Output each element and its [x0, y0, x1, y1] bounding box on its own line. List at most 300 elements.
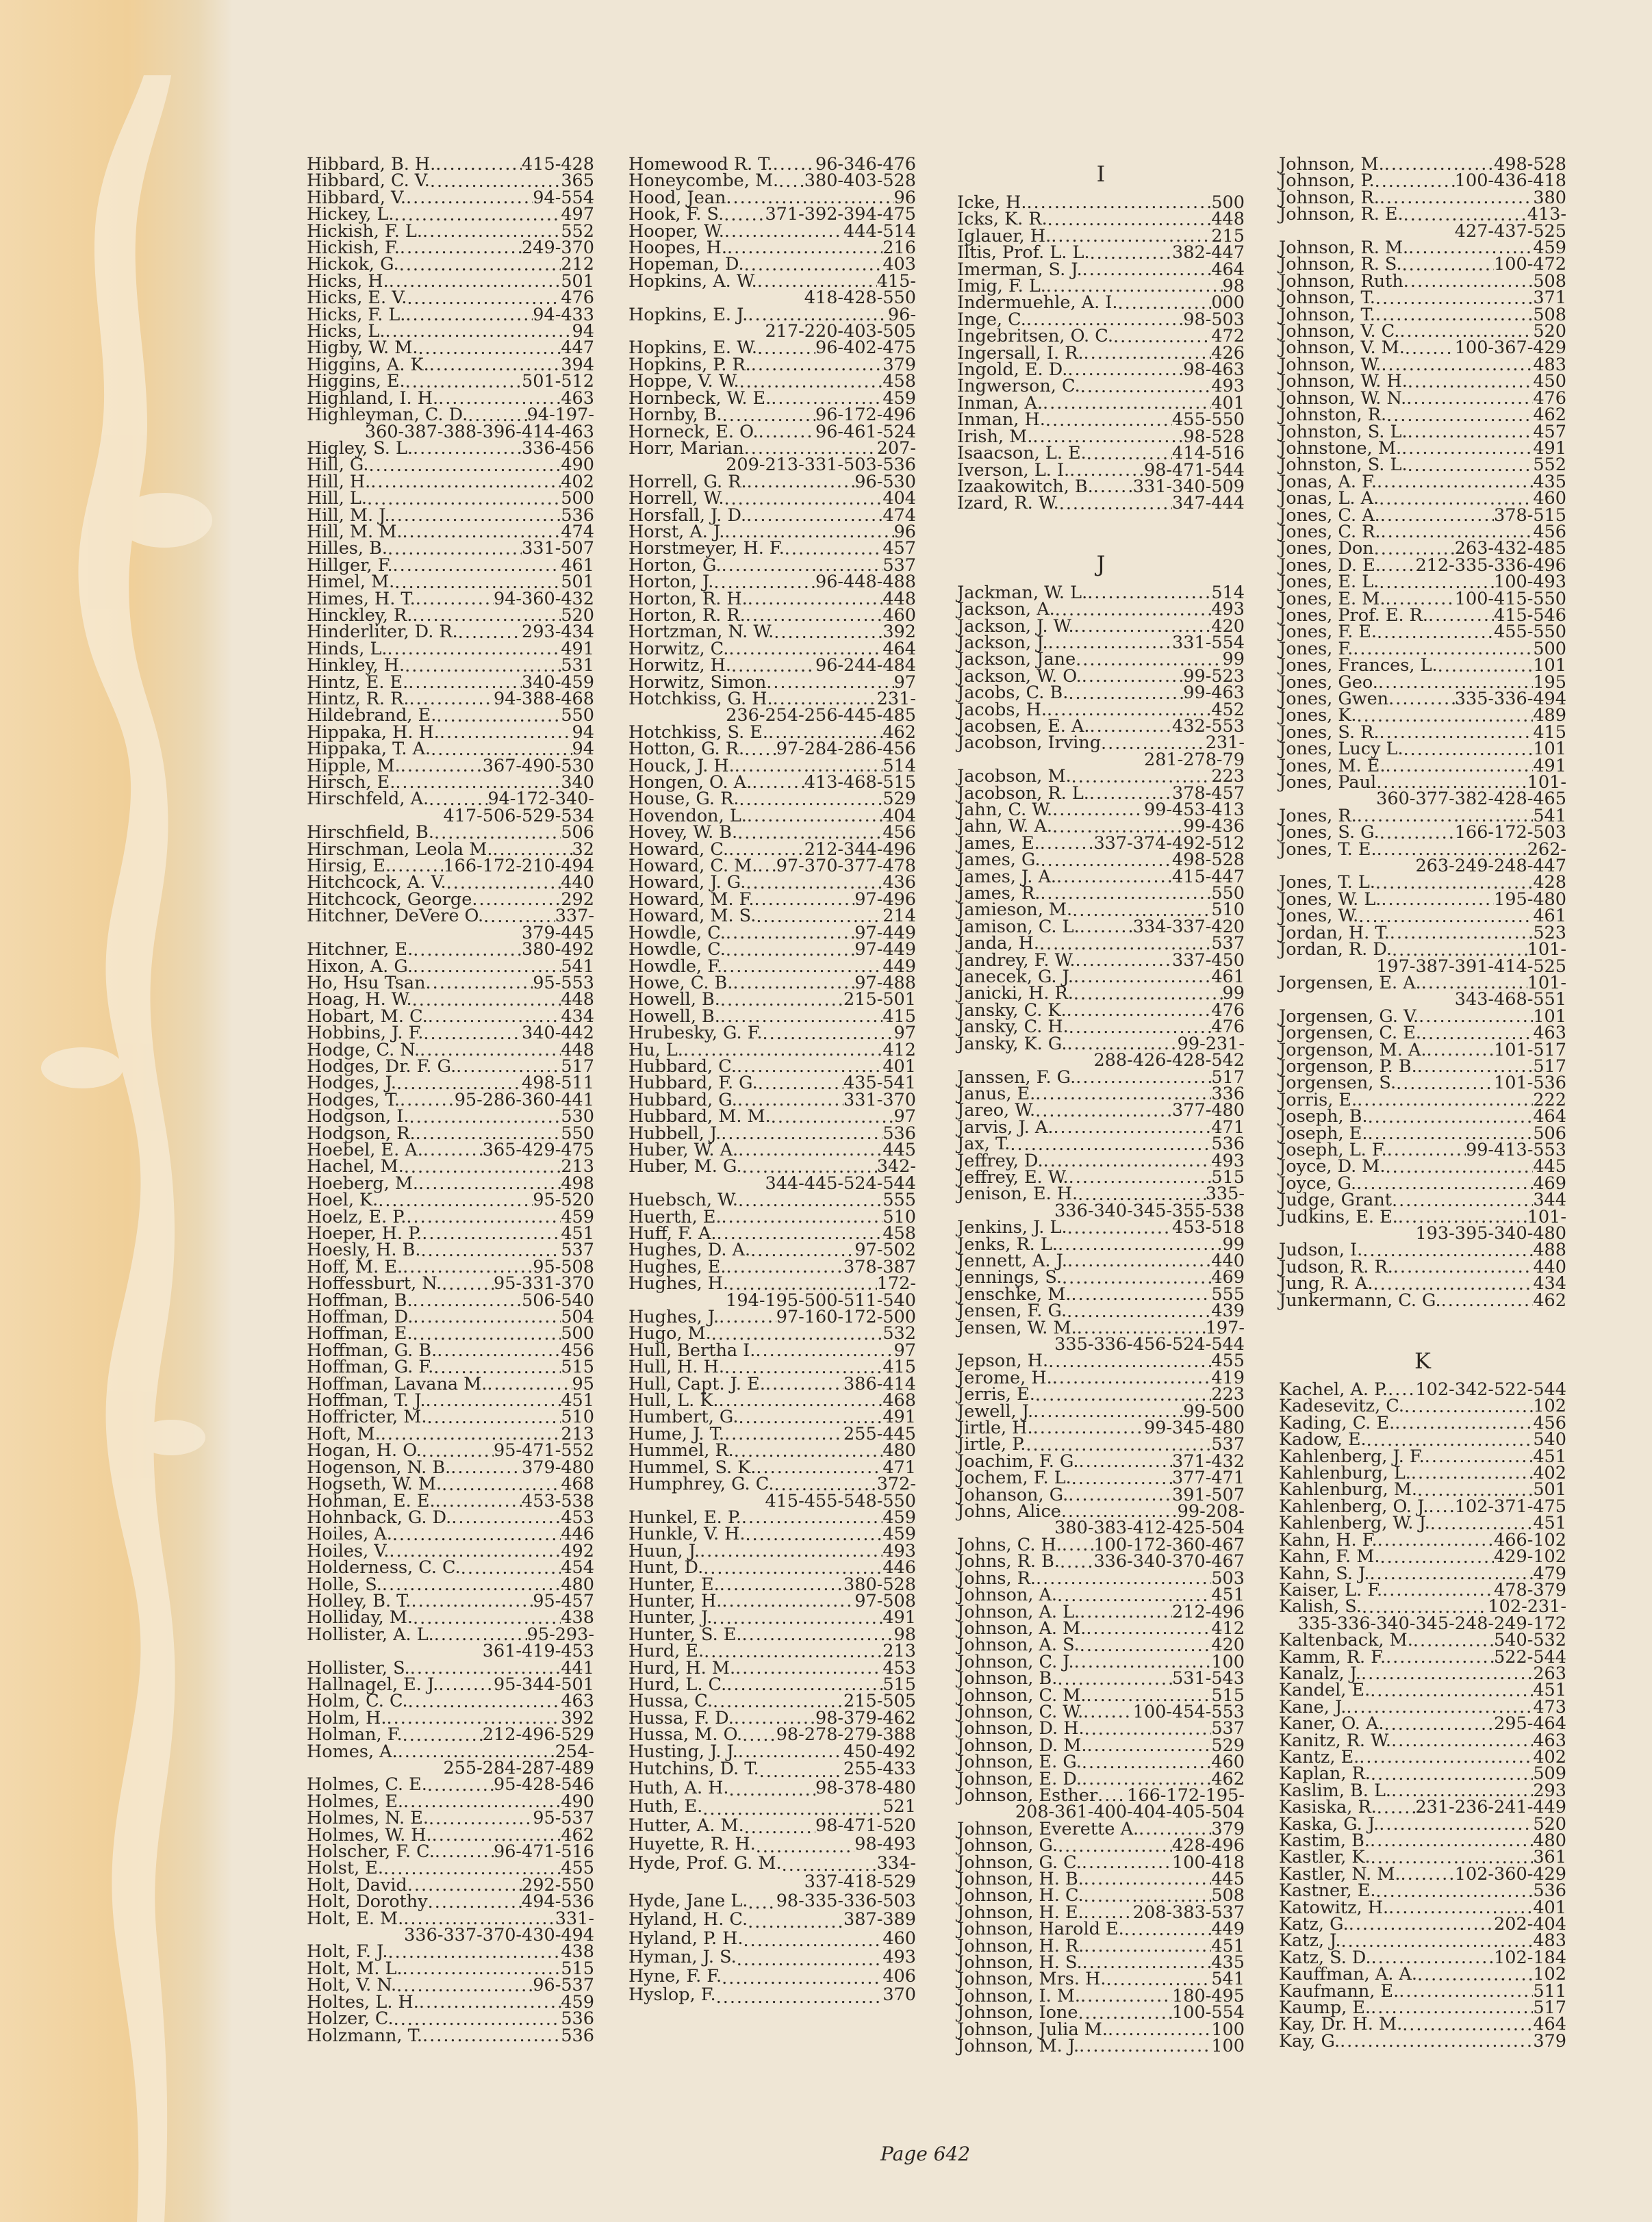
dot-leader [403, 1727, 483, 1744]
dot-leader [419, 1994, 561, 2010]
entry-pages: 99-463 [1183, 682, 1245, 704]
entry-pages: 515 [1211, 1685, 1245, 1706]
dot-leader [1340, 2033, 1533, 2049]
entry-pages: 97-370-377-478 [776, 856, 916, 877]
entry-pages: 102 [1533, 1396, 1566, 1417]
entry-name: Holmes, C. E. [307, 1774, 427, 1796]
entry-name: Hollister, A. L. [307, 1624, 434, 1645]
entry-name: Kane, J. [1279, 1696, 1347, 1717]
entry-name: Johnson, G. [957, 1835, 1058, 1856]
entry-name: Hubbard, G. [628, 1089, 737, 1110]
entry-name: Higgins, A. K. [307, 354, 429, 375]
entry-name: Jorgensen, E. A. [1279, 972, 1421, 993]
entry-pages: 101- [1527, 1206, 1566, 1227]
entry-pages: 96-172-496 [815, 405, 916, 426]
dot-leader [746, 1527, 883, 1543]
entry-name: Hongen, O. A. [628, 772, 752, 793]
entry-name: Hinckley, R. [307, 604, 413, 626]
entry-pages: 458 [882, 1223, 916, 1244]
entry-name: Junkermann, C. G. [1279, 1290, 1441, 1311]
entry-pages: 536 [1211, 1134, 1245, 1155]
dot-leader [1380, 1549, 1494, 1566]
dot-leader [1053, 1119, 1211, 1136]
entry-name: Jones, D. E. [1279, 554, 1381, 576]
entry-pages: 94-433 [533, 304, 594, 325]
entry-name: Hoebel, E. A. [307, 1139, 423, 1160]
entry-name: James, G. [957, 850, 1041, 871]
dot-leader [487, 1376, 572, 1392]
entry-name: Jenks, R. L. [957, 1234, 1058, 1255]
page-number: Page 642 [880, 2143, 971, 2165]
entry-name: Inman, A. [957, 392, 1043, 413]
entry-pages: 254- [555, 1741, 594, 1762]
dot-leader [1068, 1487, 1172, 1503]
entry-name: Horst, A. J. [628, 521, 725, 542]
entry-pages: 386-414 [843, 1373, 916, 1394]
dot-leader [1084, 1938, 1211, 1954]
dot-leader [422, 2028, 561, 2044]
dot-leader [1371, 1766, 1533, 1783]
dot-leader [737, 1951, 883, 1967]
entry-name: Holm, C. C. [307, 1691, 408, 1712]
entry-name: Horstmeyer, H. F. [628, 538, 785, 559]
entry-pages: 439 [1211, 1301, 1245, 1322]
entry-pages: 99 [1222, 1234, 1245, 1255]
dot-leader [390, 507, 561, 524]
entry-pages: 97 [893, 1023, 916, 1044]
entry-pages: 463 [1533, 1730, 1566, 1751]
dot-leader [442, 1477, 561, 1493]
entry-name: Hurd, E. [628, 1641, 704, 1662]
entry-name: Johnson, C. J. [957, 1651, 1074, 1672]
dot-leader [418, 340, 561, 357]
entry-name: Jorgensen, S. [1279, 1073, 1397, 1094]
dot-leader [1073, 969, 1211, 985]
entry-pages-continued: 336-340-345-355-538 [1054, 1200, 1245, 1221]
dot-leader [1041, 852, 1172, 869]
dot-leader [1036, 1570, 1211, 1587]
entry-pages: 491 [882, 1407, 916, 1428]
entry-pages: 491 [882, 1607, 916, 1629]
entry-pages: 493 [1211, 376, 1245, 397]
entry-pages: 462 [882, 721, 916, 743]
entry-name: Johnson, Ruth [1279, 270, 1403, 292]
index-entry [1279, 1964, 1566, 1985]
entry-name: Holt, M. L. [307, 1958, 403, 1979]
entry-pages: 449 [882, 956, 916, 977]
index-entry [307, 1557, 594, 1579]
entry-name: Joyce, D. M. [1279, 1156, 1386, 1177]
dot-leader [378, 1192, 533, 1209]
index-entry [307, 1023, 594, 1044]
dot-leader [1076, 1069, 1211, 1086]
entry-name: Kahlenberg, O. J. [1279, 1496, 1429, 1517]
dot-leader [394, 574, 561, 591]
entry-name: Jacobson, R. L. [957, 782, 1089, 804]
entry-pages: 292-550 [522, 1874, 594, 1895]
entry-name: Hodge, C. N. [307, 1039, 420, 1060]
dot-leader [1058, 1236, 1223, 1253]
entry-pages: 501-512 [522, 371, 594, 392]
dot-leader [413, 942, 522, 958]
index-entry [628, 824, 916, 841]
entry-name: Johnson, M. J. [957, 2036, 1080, 2057]
entry-name: Jarvis, J. A. [957, 1116, 1054, 1138]
entry-name: Kaiser, L. F. [1279, 1579, 1383, 1600]
entry-pages: 515 [561, 1357, 594, 1378]
entry-pages-continued: 208-361-400-404-405-504 [1015, 1802, 1245, 1823]
entry-name: Hicks, L. [307, 321, 385, 342]
index-entry [1279, 1190, 1566, 1211]
entry-name: Jones, S. R. [1279, 721, 1380, 743]
entry-pages-continued: 361-419-453 [482, 1641, 594, 1662]
entry-name: Hood, Jean [628, 187, 726, 208]
entry-pages: 295-464 [1494, 1713, 1566, 1735]
entry-pages: 331-370 [843, 1089, 916, 1110]
entry-name: Kandel, E. [1279, 1680, 1371, 1701]
entry-pages: 98-493 [854, 1834, 916, 1854]
entry-pages: 335- [1205, 1184, 1245, 1205]
dot-leader [1390, 925, 1534, 941]
entry-pages: 172- [876, 1273, 916, 1294]
entry-name: Johanson, G. [957, 1484, 1069, 1505]
entry-name: Joseph, E. [1279, 1123, 1368, 1144]
entry-pages: 537 [1211, 1718, 1245, 1739]
entry-name: Izard, R. W. [957, 493, 1059, 514]
index-entry [628, 1817, 916, 1836]
entry-pages: 537 [882, 554, 916, 576]
entry-pages: 463 [1533, 1023, 1566, 1044]
dot-leader [724, 1426, 843, 1442]
entry-name: Katowitz, H. [1279, 1897, 1389, 1918]
entry-name: Joyce, G. [1279, 1173, 1357, 1194]
entry-name: Johns, R. B. [957, 1551, 1060, 1572]
entry-name: Hoffessburt, N. [307, 1273, 442, 1294]
dot-leader [1380, 507, 1494, 524]
entry-name: Hodges, T. [307, 1089, 400, 1110]
dot-leader [774, 1477, 876, 1493]
dot-leader [755, 1342, 893, 1359]
entry-pages: 445 [1211, 1869, 1245, 1889]
dot-leader [1052, 1370, 1212, 1386]
dot-leader [1057, 1587, 1211, 1604]
index-entry [628, 1724, 916, 1746]
index-entry [628, 739, 916, 760]
entry-name: Jones, Lucy L. [1279, 739, 1403, 760]
entry-name: Holzer, C. [307, 2008, 394, 2030]
entry-pages: 476 [561, 288, 594, 309]
dot-leader [1379, 1816, 1533, 1832]
entry-pages: 95-537 [533, 1808, 594, 1829]
entry-name: Jorgensen, C. E. [1279, 1023, 1421, 1044]
entry-name: Hickok, G. [307, 254, 399, 275]
entry-name: Hughes, E. [628, 1256, 726, 1277]
dot-leader [458, 624, 522, 641]
entry-pages: 102-342-522-544 [1415, 1379, 1566, 1401]
entry-name: Hoffricter, M. [307, 1407, 427, 1428]
entry-pages: 459 [561, 1206, 594, 1227]
entry-pages: 195 [1533, 672, 1566, 693]
entry-pages: 529 [1211, 1735, 1245, 1756]
entry-pages: 458 [882, 371, 916, 392]
entry-pages: 100-493 [1494, 572, 1566, 593]
index-entry [628, 405, 916, 426]
entry-pages: 536 [882, 1123, 916, 1144]
entry-pages: 96-244-484 [815, 655, 916, 676]
entry-pages: 202-404 [1494, 1914, 1566, 1935]
entry-name: Hurd, H. M. [628, 1657, 736, 1678]
entry-pages: 207- [876, 437, 916, 459]
entry-pages: 99-345-480 [1143, 1418, 1245, 1439]
dot-leader [401, 758, 483, 774]
dot-leader [392, 1527, 561, 1543]
entry-name: Jones, W. L. [1279, 889, 1382, 910]
entry-pages: 464 [1533, 1106, 1566, 1127]
dot-leader [468, 407, 526, 424]
entry-name: Katz, S. D. [1279, 1947, 1371, 1968]
entry-name: Higgins, E. [307, 371, 405, 392]
dot-leader [746, 507, 882, 524]
entry-name: Holzmann, T. [307, 2025, 422, 2046]
entry-pages: 213 [882, 1641, 916, 1662]
dot-leader [771, 1109, 894, 1125]
dot-leader [738, 1142, 882, 1158]
entry-name: Kahn, S. J. [1279, 1563, 1370, 1584]
entry-pages: 451 [1211, 1585, 1245, 1606]
dot-leader [426, 975, 533, 991]
dot-leader [1052, 802, 1144, 818]
entry-pages: 377-480 [1172, 1100, 1245, 1121]
entry-pages: 342- [876, 1156, 916, 1177]
entry-name: Kadesevitz, C. [1279, 1396, 1405, 1417]
entry-name: Hummel, R. [628, 1440, 734, 1461]
dot-leader [1379, 574, 1494, 591]
entry-name: Hopkins, A. W. [628, 270, 757, 292]
entry-pages: 460 [882, 1928, 916, 1949]
dot-leader [1425, 1448, 1534, 1465]
entry-name: Jordan, H. T. [1279, 922, 1390, 943]
entry-pages: 459 [882, 387, 916, 409]
entry-name: Johnson, H. B. [957, 1869, 1084, 1889]
entry-pages: 100-418 [1172, 1852, 1245, 1873]
entry-pages: 208-383-537 [1132, 1902, 1245, 1923]
entry-name: Highland, I. H. [307, 387, 439, 409]
dot-leader [399, 257, 561, 273]
entry-pages: 506-540 [522, 1290, 594, 1311]
entry-name: Jacobsen, E. A. [957, 715, 1090, 737]
dot-leader [758, 1075, 843, 1092]
entry-pages: 100-436-418 [1454, 170, 1566, 192]
entry-name: Kastler, K. [1279, 1847, 1371, 1868]
entry-pages: 420 [1211, 1635, 1245, 1656]
dot-leader [1405, 340, 1455, 357]
entry-pages: 331-340-509 [1132, 476, 1245, 497]
entry-pages: 440 [1211, 1250, 1245, 1271]
index-entry [307, 1724, 594, 1746]
decorative-margin-band [0, 0, 233, 2222]
dot-leader [1388, 691, 1455, 707]
entry-pages: 471 [882, 1457, 916, 1478]
entry-pages: 166-172-503 [1454, 822, 1566, 843]
entry-name: Jordan, R. D. [1279, 939, 1392, 960]
dot-leader [1392, 942, 1527, 958]
entry-pages: 448 [561, 989, 594, 1010]
entry-pages: 508 [1533, 270, 1566, 292]
entry-name: Horwitz, Simon [628, 672, 767, 693]
entry-pages: 491 [1533, 437, 1566, 459]
entry-name: Hyman, J. S. [628, 1947, 737, 1967]
dot-leader [405, 307, 533, 323]
entry-name: Kahlenberg, J. F. [1279, 1446, 1425, 1467]
index-entry [957, 1468, 1245, 1489]
index-entry [628, 1835, 916, 1854]
entry-name: Johnson, I. M. [957, 1985, 1080, 2006]
entry-name: Kading, C. E. [1279, 1412, 1395, 1433]
entry-name: Hinderliter, D. R. [307, 622, 458, 643]
entry-name: Huyette, R. H. [628, 1834, 756, 1854]
dot-leader [1428, 607, 1494, 624]
entry-name: Hachel, M. [307, 1156, 404, 1177]
entry-name: Icke, H. [957, 192, 1027, 213]
entry-name: Jacobs, H. [957, 699, 1047, 720]
entry-pages: 401 [1533, 1897, 1566, 1918]
dot-leader [408, 1694, 561, 1710]
dot-leader [721, 1125, 882, 1142]
entry-pages: 94 [572, 721, 594, 743]
entry-pages: 98-503 [1183, 309, 1245, 330]
entry-pages: 97-284-286-456 [776, 739, 916, 760]
entry-name: Humbert, G. [628, 1407, 739, 1428]
index-entry [628, 657, 916, 674]
dot-leader [440, 724, 572, 741]
entry-pages: 97 [893, 1340, 916, 1361]
dot-leader [1387, 1142, 1466, 1158]
dot-leader [722, 407, 815, 424]
entry-name: Johnson, Harold E. [957, 1919, 1124, 1940]
entry-pages: 99-208- [1177, 1501, 1245, 1522]
entry-name: Hoffman, T. J. [307, 1390, 426, 1412]
entry-name: Holt, David [307, 1874, 407, 1895]
entry-pages: 514 [1211, 582, 1245, 603]
dot-leader [393, 557, 561, 574]
entry-pages: 455 [561, 1858, 594, 1879]
entry-pages-continued: 209-213-331-503-536 [726, 455, 916, 476]
entry-name: Kanitz, R. W. [1279, 1730, 1391, 1751]
dot-leader [436, 708, 561, 724]
dot-leader [1045, 412, 1172, 429]
entry-pages: 337- [555, 906, 594, 927]
entry-name: Johnson, Mrs. H. [957, 1969, 1106, 1990]
entry-pages: 474 [561, 521, 594, 542]
entry-pages: 462 [561, 1824, 594, 1846]
entry-pages: 94-172-340- [487, 789, 594, 810]
entry-name: Johnson, M. [1279, 154, 1384, 175]
entry-name: Higby, W. M. [307, 337, 418, 359]
entry-name: Hallnagel, E. J. [307, 1674, 439, 1695]
dot-leader [778, 173, 804, 190]
entry-pages: 462 [1533, 405, 1566, 426]
entry-pages: 404 [882, 805, 916, 826]
dot-leader [428, 1894, 522, 1911]
dot-leader [1071, 769, 1212, 785]
entry-pages: 402 [1533, 1746, 1566, 1767]
entry-name: Johnson, B. [957, 1668, 1058, 1689]
entry-name: Jacobson, M. [957, 766, 1071, 787]
dot-leader [722, 1209, 883, 1225]
entry-pages: 435-541 [843, 1073, 916, 1094]
index-entry [957, 443, 1245, 464]
entry-name: Johnson, E. D. [957, 1768, 1082, 1789]
index-entry [1279, 1023, 1566, 1044]
entry-pages-continued: 193-395-340-480 [1415, 1223, 1566, 1244]
entry-pages: 100 [1211, 1651, 1245, 1672]
entry-pages: 503 [1211, 1568, 1245, 1589]
entry-pages: 435 [1533, 471, 1566, 492]
entry-pages-continued: 360-387-388-396-414-463 [364, 421, 594, 442]
entry-name: Hornbeck, W. E. [628, 387, 772, 409]
index-entry [1279, 657, 1566, 674]
dot-leader [1113, 329, 1211, 345]
entry-pages: 497 [561, 204, 594, 225]
dot-leader [451, 1509, 561, 1526]
entry-name: Kachel, A. P. [1279, 1379, 1388, 1401]
entry-pages: 98-278-279-388 [776, 1724, 916, 1746]
entry-pages: 96-346-476 [815, 154, 916, 175]
entry-name: Hodgson, I. [307, 1106, 409, 1127]
entry-name: Howdle, C. [628, 922, 726, 943]
entry-name: Hussa, F. D. [628, 1707, 734, 1728]
dot-leader [1082, 668, 1184, 685]
entry-name: Judson, I. [1279, 1240, 1363, 1261]
dot-leader [1399, 1983, 1533, 2000]
index-entry [1279, 405, 1566, 426]
index-entry [1279, 1292, 1566, 1309]
entry-pages: 94 [572, 739, 594, 760]
entry-name: Izaakowitch, B. [957, 476, 1093, 497]
entry-pages: 401 [882, 1056, 916, 1077]
entry-pages: 504 [561, 1307, 594, 1328]
dot-leader [1381, 557, 1416, 574]
entry-pages: 96-402-475 [815, 337, 916, 359]
entry-name: Huff, F. A. [628, 1223, 717, 1244]
entry-pages: 415-428 [522, 154, 594, 175]
entry-name: Hitchcock, A. V. [307, 872, 446, 893]
dot-leader [406, 1209, 561, 1225]
entry-name: Hinds, L. [307, 638, 387, 659]
entry-name: Hu, L. [628, 1039, 683, 1060]
dot-leader [700, 1543, 882, 1559]
index-entry [628, 490, 916, 507]
entry-name: Jones, W. [1279, 906, 1359, 927]
entry-name: Johnson, E. G. [957, 1752, 1082, 1773]
entry-name: Johns, C. H. [957, 1534, 1062, 1555]
entry-name: Hoesly, H. B. [307, 1240, 421, 1261]
dot-leader [765, 1376, 843, 1392]
entry-pages-continued: 263-249-248-447 [1415, 856, 1566, 877]
entry-name: Holt, E. M. [307, 1908, 404, 1929]
dot-leader [387, 641, 561, 657]
dot-leader [1377, 1800, 1416, 1816]
dot-leader [742, 1727, 776, 1744]
section-letter-heading: J [1096, 550, 1106, 577]
entry-pages: 459 [882, 1507, 916, 1528]
entry-name: Hicks, F. L. [307, 304, 406, 325]
entry-name: Irish, M. [957, 426, 1033, 447]
dot-leader [411, 1593, 533, 1609]
index-entry [628, 941, 916, 958]
entry-pages: 498-528 [1494, 154, 1566, 175]
entry-pages: 000 [1211, 292, 1245, 314]
